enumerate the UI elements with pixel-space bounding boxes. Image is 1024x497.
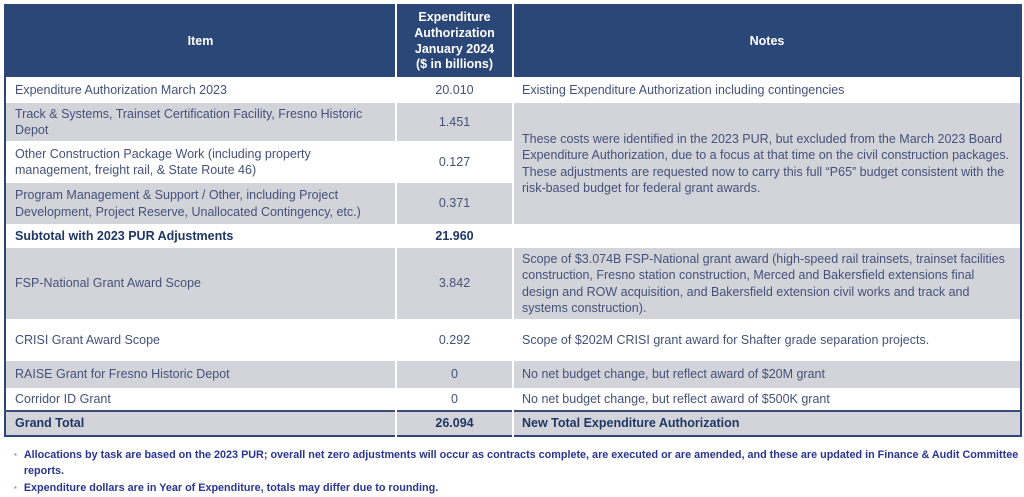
notes-cell	[513, 224, 1021, 248]
footnote-item	[14, 480, 1020, 497]
header-line: Expenditure	[418, 10, 491, 25]
value-cell: 0.127	[396, 141, 513, 183]
value-cell: 0.292	[396, 319, 513, 361]
notes-cell: No net budget change, but reflect award of $500K grant	[513, 388, 1021, 411]
item-cell: Expenditure Authorization March 2023	[5, 77, 396, 103]
expenditure-authorization-table	[4, 4, 1022, 437]
value-cell: 1.451	[396, 103, 513, 141]
grand-total-row	[5, 411, 1021, 435]
notes-cell: Scope of $202M CRISI grant award for Shafter grade separation projects.	[513, 319, 1021, 361]
table-row	[5, 319, 1021, 361]
footnote-text: Allocations by task are based on the 2023 PUR; overall net zero adjustments will occur as contracts complete, are executed or are amended, and these are updated in Finance & Audit Committee reports.	[23, 448, 1019, 478]
item-cell: RAISE Grant for Fresno Historic Depot	[5, 361, 396, 388]
notes-cell: Scope of $3.074B FSP-National grant award (high-speed rail trainsets, trainset facilities construction, Fresno station construction, Merced and Bakersfield extensions final design and ROW acquisition, and Bakersfield extension civil works and track and systems construction).	[513, 248, 1021, 319]
notes-cell: New Total Expenditure Authorization	[513, 411, 1021, 435]
footnotes	[14, 447, 1020, 497]
subtotal-row	[5, 224, 1021, 248]
notes-cell: Existing Expenditure Authorization including contingencies	[513, 77, 1021, 103]
item-cell: Corridor ID Grant	[5, 388, 396, 411]
item-cell: Grand Total	[5, 411, 396, 435]
item-cell: Subtotal with 2023 PUR Adjustments	[5, 224, 396, 248]
value-cell: 0	[396, 361, 513, 388]
value-cell: 3.842	[396, 248, 513, 319]
column-header-expenditure-authorization	[396, 5, 513, 77]
item-cell: Program Management & Support / Other, including Project Development, Project Reserve, Unallocated Contingency, etc.)	[5, 183, 396, 224]
value-cell: 26.094	[396, 411, 513, 435]
value-cell: 0.371	[396, 183, 513, 224]
value-cell: 0	[396, 388, 513, 411]
footnote-item	[14, 447, 1020, 480]
header-line: Authorization	[414, 25, 495, 40]
item-cell: Track & Systems, Trainset Certification Facility, Fresno Historic Depot	[5, 103, 396, 141]
notes-cell: No net budget change, but reflect award of $20M grant	[513, 361, 1021, 388]
header-line: ($ in billions)	[415, 57, 494, 72]
column-header-notes: Notes	[513, 5, 1021, 77]
footnote-text: Expenditure dollars are in Year of Expenditure, totals may differ due to rounding.	[23, 481, 439, 494]
header-line: January 2024	[414, 41, 495, 56]
table-row	[5, 248, 1021, 319]
merged-notes-cell: These costs were identified in the 2023 PUR, but excluded from the March 2023 Board Expenditure Authorization, due to a focus at that time on the civil construction packages. These adjustments are requested now to carry this full “P65” budget consistent with the risk-based budget for federal grant awards.	[513, 103, 1021, 224]
item-cell: CRISI Grant Award Scope	[5, 319, 396, 361]
table-row	[5, 103, 1021, 141]
item-cell: Other Construction Package Work (including property management, freight rail, & State Route 46)	[5, 141, 396, 183]
table-row	[5, 77, 1021, 103]
column-header-item: Item	[5, 5, 396, 77]
bullet-icon: ▪	[14, 482, 17, 492]
table-row	[5, 361, 1021, 388]
table-row	[5, 388, 1021, 411]
value-cell: 21.960	[396, 224, 513, 248]
value-cell: 20.010	[396, 77, 513, 103]
item-cell: FSP-National Grant Award Scope	[5, 248, 396, 319]
header-row	[5, 5, 1021, 77]
bullet-icon: ▪	[14, 449, 17, 459]
